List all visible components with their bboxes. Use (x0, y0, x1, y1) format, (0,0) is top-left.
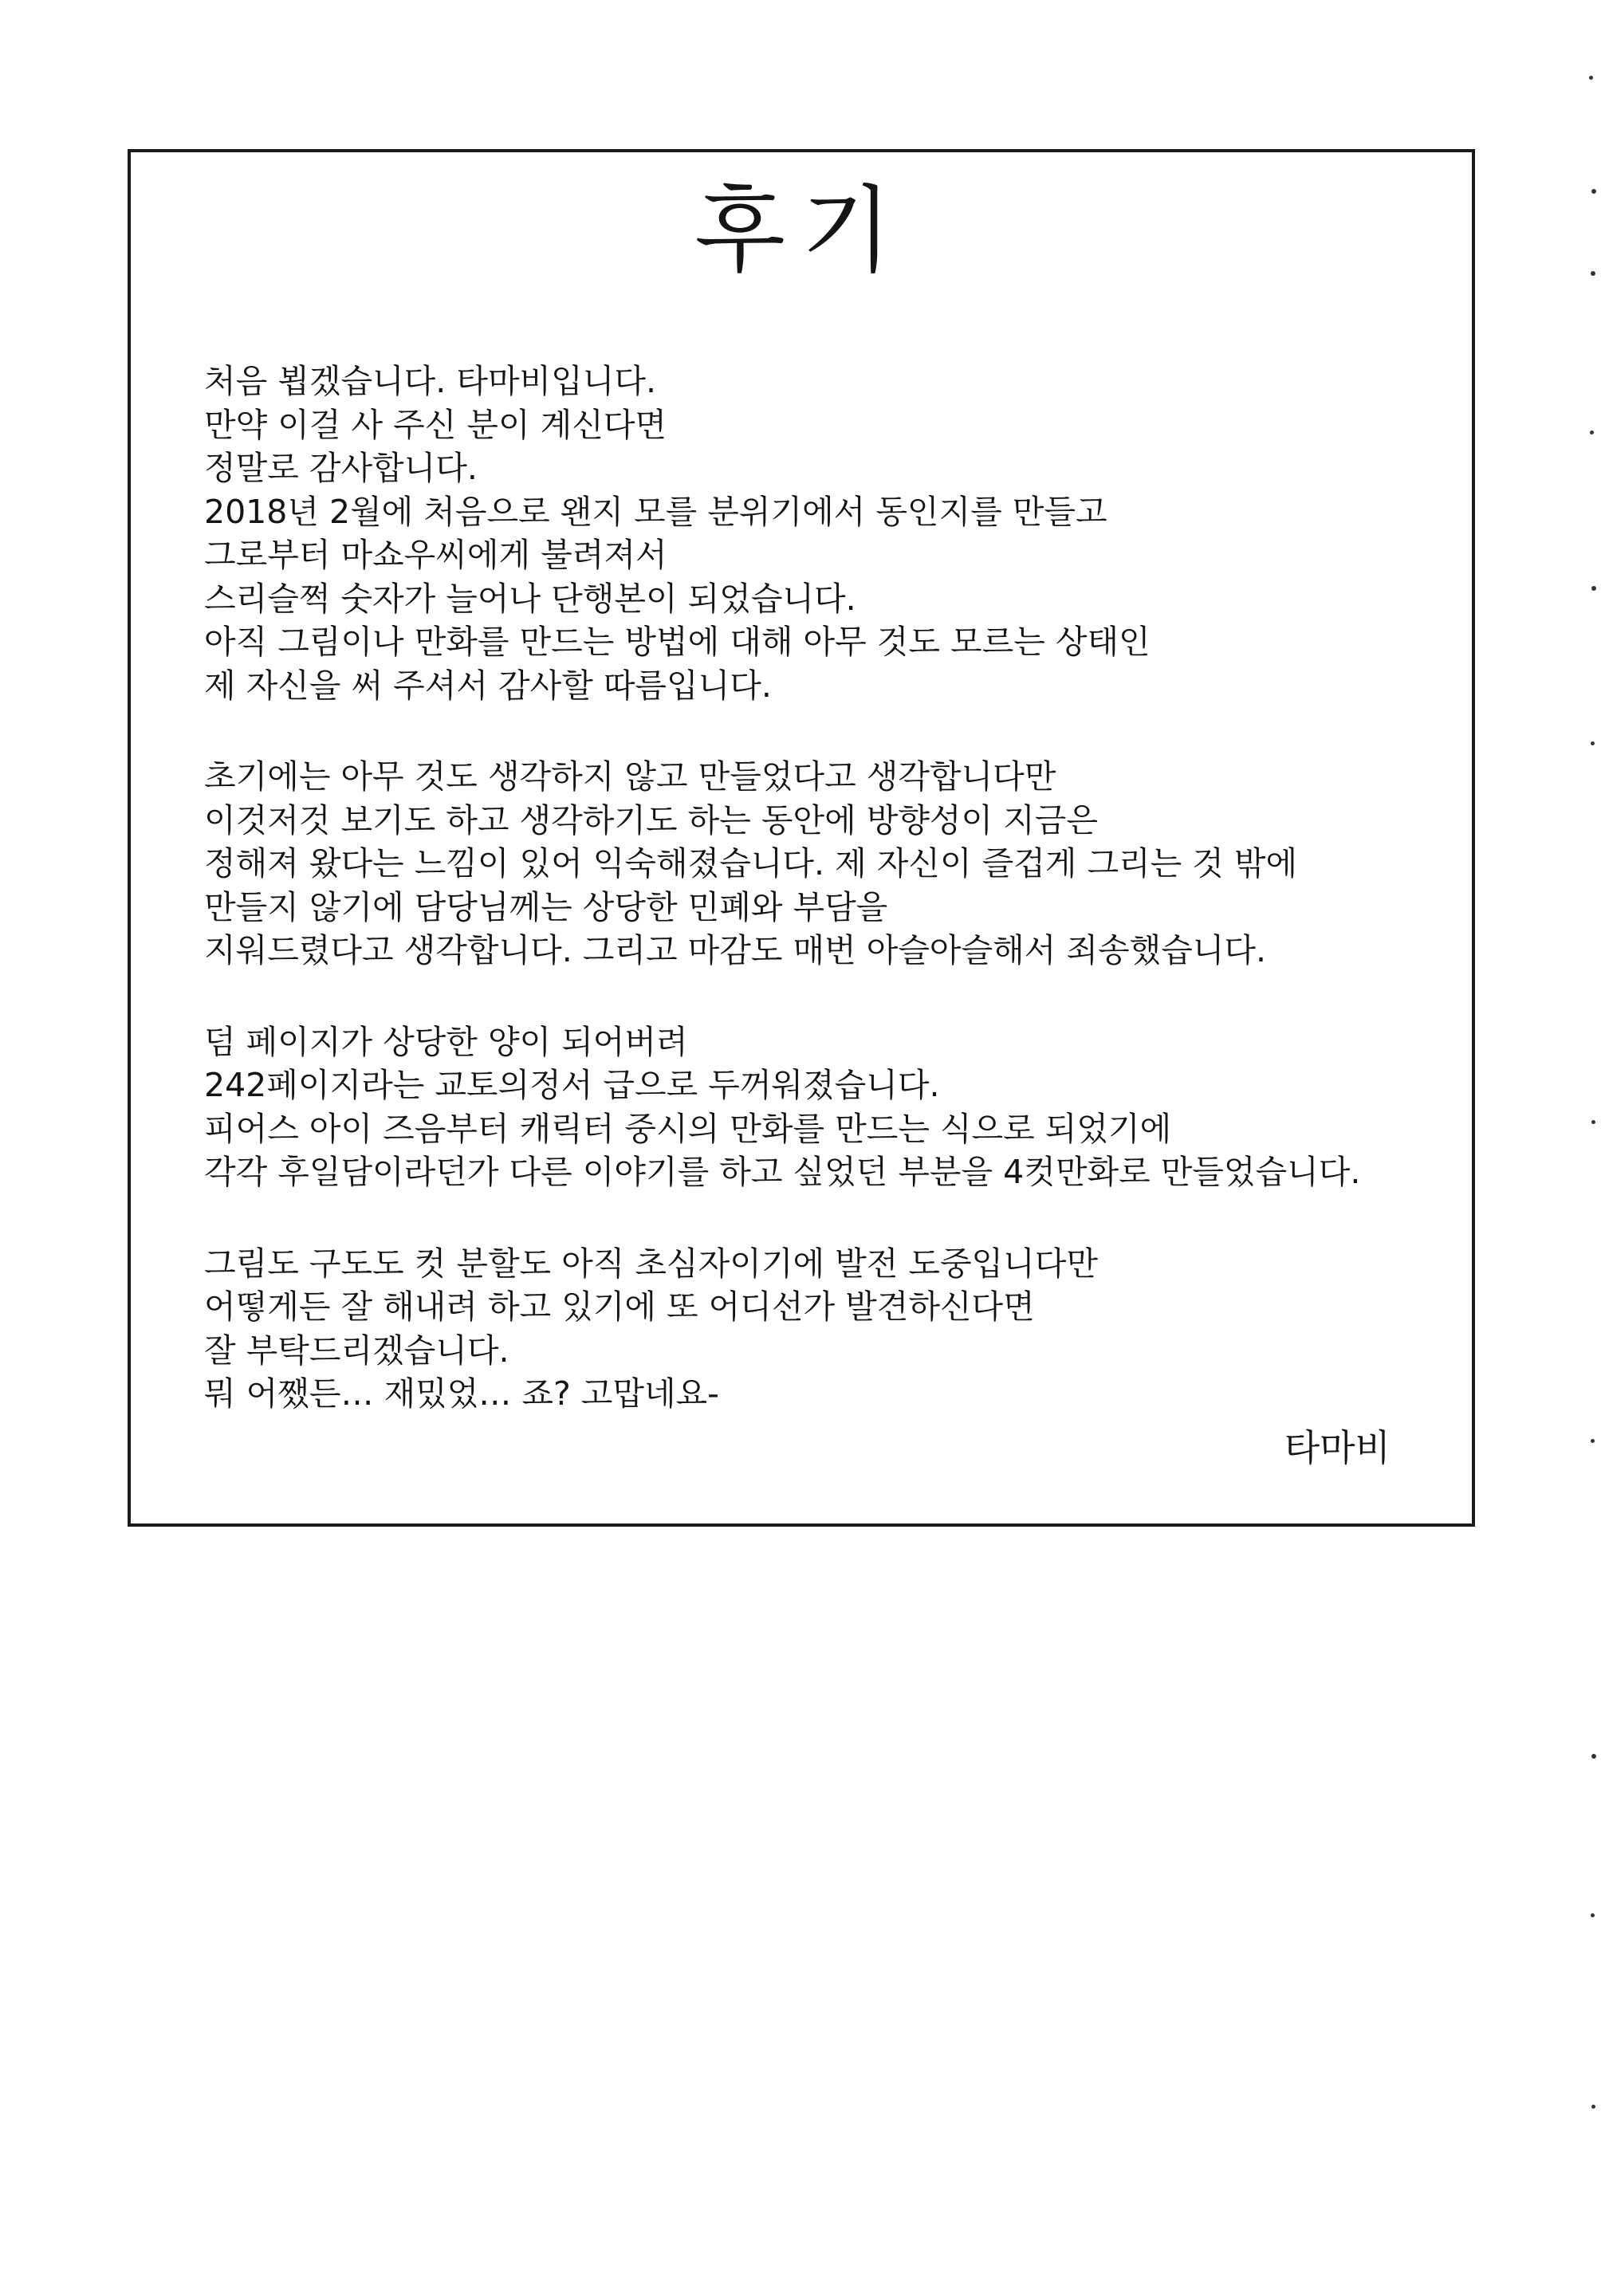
scan-speck (1591, 1913, 1595, 1917)
text-line: 각각 후일담이라던가 다른 이야기를 하고 싶었던 부분을 4컷만화로 만들었습니다. (204, 1153, 1361, 1191)
scan-speck (1591, 271, 1595, 276)
scan-speck (1591, 1120, 1595, 1124)
scan-speck (1591, 741, 1595, 745)
text-line: 스리슬쩍 숫자가 늘어나 단행본이 되었습니다. (204, 579, 856, 618)
text-line: 피어스 아이 즈음부터 캐릭터 중시의 만화를 만드는 식으로 되었기에 (204, 1109, 1172, 1148)
text-line: 잘 부탁드리겠습니다. (204, 1331, 509, 1370)
text-line: 242페이지라는 교토의정서 급으로 두꺼워졌습니다. (204, 1066, 940, 1104)
paragraph-2 (204, 755, 1448, 973)
text-line: 처음 뵙겠습니다. 타마비입니다. (204, 362, 657, 400)
text-line: 뭐 어쨌든… 재밌었… 죠? 고맙네요- (204, 1374, 719, 1413)
text-line: 제 자신을 써 주셔서 감사할 따름입니다. (204, 666, 772, 705)
text-line: 2018년 2월에 처음으로 왠지 모를 분위기에서 동인지를 만들고 (204, 492, 1107, 531)
paragraph-1 (204, 360, 1448, 707)
author-signature: 타마비 (1284, 1426, 1391, 1469)
text-line: 어떻게든 잘 해내려 하고 있기에 또 어디선가 발견하신다면 (204, 1288, 1035, 1326)
afterword-title: 후기 (694, 175, 908, 285)
text-line: 만들지 않기에 담당님께는 상당한 민폐와 부담을 (204, 887, 888, 926)
text-line: 정말로 감사합니다. (204, 449, 478, 487)
text-line: 그림도 구도도 컷 분할도 아직 초심자이기에 발전 도중입니다만 (204, 1244, 1098, 1283)
text-line: 정해져 왔다는 느낌이 있어 익숙해졌습니다. 제 자신이 즐겁게 그리는 것 밖에 (204, 844, 1298, 883)
paragraph-4 (204, 1242, 1448, 1416)
afterword-box (128, 149, 1475, 1527)
paragraph-3 (204, 1020, 1448, 1194)
scan-speck (1591, 1439, 1595, 1443)
scan-speck (1591, 189, 1596, 194)
text-line: 아직 그림이나 만화를 만드는 방법에 대해 아무 것도 모르는 상태인 (204, 623, 1151, 661)
scan-speck (1591, 2105, 1595, 2109)
scan-speck (1591, 586, 1596, 591)
scan-speck (1589, 76, 1593, 80)
text-line: 그로부터 마쇼우씨에게 불려져서 (204, 536, 667, 574)
scan-speck (1591, 1754, 1596, 1759)
scan-speck (1590, 431, 1594, 434)
text-line: 덤 페이지가 상당한 양이 되어버려 (204, 1022, 688, 1061)
text-line: 만약 이걸 사 주신 분이 계신다면 (204, 405, 667, 444)
text-line: 이것저것 보기도 하고 생각하기도 하는 동안에 방향성이 지금은 (204, 800, 1098, 839)
afterword-body (204, 360, 1448, 1464)
text-line: 초기에는 아무 것도 생각하지 않고 만들었다고 생각합니다만 (204, 757, 1056, 796)
text-line: 지워드렸다고 생각합니다. 그리고 마감도 매번 아슬아슬해서 죄송했습니다. (204, 931, 1267, 969)
